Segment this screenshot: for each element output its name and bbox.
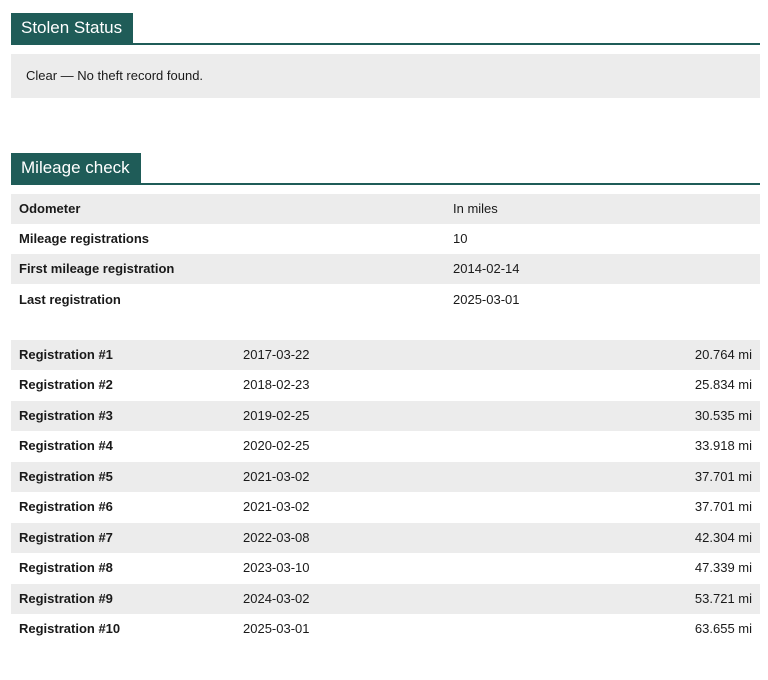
summary-row-first-registration (11, 254, 760, 284)
summary-value: 2014-02-14 (453, 261, 520, 276)
stolen-status-box (11, 54, 760, 98)
registration-mileage: 30.535 mi (694, 408, 752, 423)
registration-mileage: 63.655 mi (694, 621, 752, 636)
table-row (11, 523, 760, 553)
summary-row-last-registration (11, 285, 760, 315)
registration-mileage: 33.918 mi (694, 438, 752, 453)
registration-label: Registration #5 (19, 469, 113, 484)
registration-date: 2021-03-02 (243, 499, 310, 514)
table-row (11, 431, 760, 461)
summary-label: Last registration (19, 292, 121, 307)
registration-label: Registration #2 (19, 377, 113, 392)
registration-label: Registration #9 (19, 591, 113, 606)
registration-date: 2022-03-08 (243, 530, 310, 545)
registration-label: Registration #7 (19, 530, 113, 545)
summary-label: Mileage registrations (19, 231, 150, 246)
registration-date: 2019-02-25 (243, 408, 310, 423)
mileage-check-title: Mileage check (11, 153, 141, 183)
registration-label: Registration #1 (19, 347, 113, 362)
summary-value: 2025-03-01 (453, 292, 520, 307)
registration-date: 2017-03-22 (243, 347, 310, 362)
registration-label: Registration #4 (19, 438, 113, 453)
table-row (11, 492, 760, 522)
stolen-status-header (11, 13, 760, 45)
registration-date: 2025-03-01 (243, 621, 310, 636)
table-row (11, 401, 760, 431)
table-row (11, 340, 760, 370)
registration-date: 2018-02-23 (243, 377, 310, 392)
registration-mileage: 47.339 mi (694, 560, 752, 575)
registration-label: Registration #10 (19, 621, 121, 636)
registration-mileage: 25.834 mi (694, 377, 752, 392)
registration-mileage: 42.304 mi (694, 530, 752, 545)
registration-date: 2024-03-02 (243, 591, 310, 606)
registration-mileage: 37.701 mi (694, 469, 752, 484)
table-row (11, 584, 760, 614)
registration-date: 2020-02-25 (243, 438, 310, 453)
summary-row-odometer (11, 194, 760, 224)
summary-label: First mileage registration (19, 261, 175, 276)
summary-label: Odometer (19, 201, 81, 216)
summary-value: In miles (453, 201, 498, 216)
table-row (11, 462, 760, 492)
registration-date: 2021-03-02 (243, 469, 310, 484)
table-row (11, 370, 760, 400)
registration-date: 2023-03-10 (243, 560, 310, 575)
registration-mileage: 53.721 mi (694, 591, 752, 606)
table-row (11, 614, 760, 644)
registration-label: Registration #3 (19, 408, 113, 423)
registration-mileage: 20.764 mi (694, 347, 752, 362)
summary-value: 10 (453, 231, 468, 246)
stolen-status-text: Clear — No theft record found. (26, 68, 204, 83)
stolen-status-title: Stolen Status (11, 13, 133, 43)
mileage-check-header (11, 153, 760, 185)
registration-label: Registration #8 (19, 560, 113, 575)
summary-row-registrations (11, 224, 760, 254)
registration-mileage: 37.701 mi (694, 499, 752, 514)
table-row (11, 553, 760, 583)
registration-label: Registration #6 (19, 499, 113, 514)
